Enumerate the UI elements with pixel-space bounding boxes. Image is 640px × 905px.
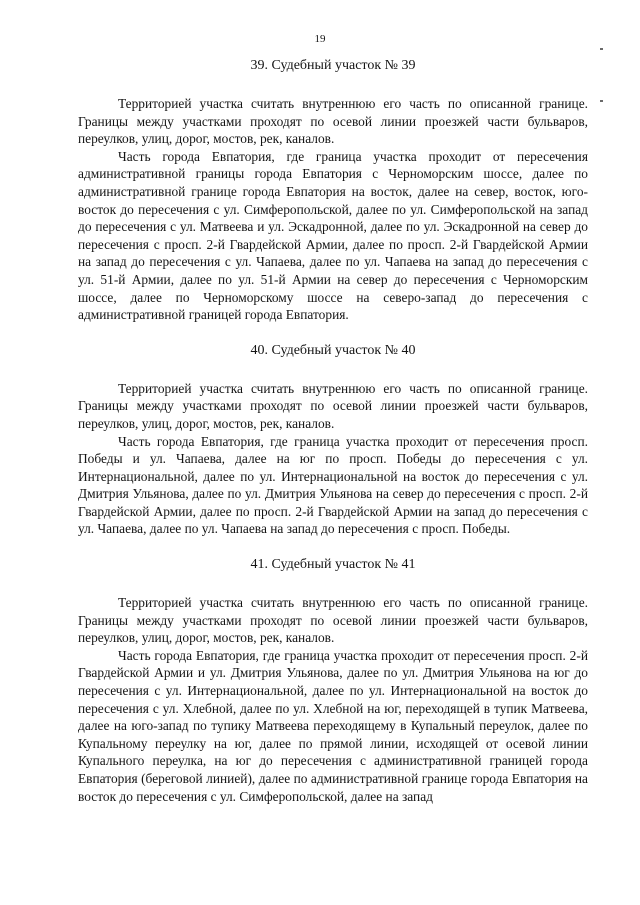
scan-mark	[600, 48, 603, 50]
section-39	[78, 57, 588, 324]
paragraph: Территорией участка считать внутреннюю его часть по описанной границе. Границы между участками проходят по осевой линии проезжей части бульваров, переулков, улиц, дорог, мостов, рек, каналов.	[78, 380, 588, 431]
scan-mark	[600, 100, 603, 102]
section-41	[78, 556, 588, 805]
paragraph: Часть города Евпатория, где граница участка проходит от пересечения просп. Победы и ул. Чапаева, далее на юг по просп. Победы до пересечения с ул. Интернациональной, далее по ул. Интернациональной на восток до пересечения с ул. Дмитрия Ульянова, далее по ул. Дмитрия Ульянова на север до пересечения с просп. 2-й Гвардейской Армии, далее по просп. 2-й Гвардейской Армии на запад до пересечения с ул. Чапаева, далее по ул. Чапаева на запад до пересечения с просп. Победы.	[78, 433, 588, 537]
section-heading: 40. Судебный участок № 40	[250, 342, 416, 358]
paragraph: Часть города Евпатория, где граница участка проходит от пересечения просп. 2-й Гвардейской Армии и ул. Дмитрия Ульянова, далее по ул. Дмитрия Ульянова на юг до пересечения с ул. Интернациональной, далее по ул. Интернациональной на восток до пересечения с ул. Хлебной, далее по ул. Хлебной на юг, переходящей в тупик Матвеева, далее на юго-запад по тупику Матвеева переходящему в Купальный переулок, далее по Купальному переулку на юг, далее по прямой линии, исходящей от осевой линии Купального переулка, на юг до пересечения с административной границей города Евпатория (береговой линией), далее по административной границе города Евпатория на восток до пересечения с ул. Симферопольской, далее на запад	[78, 647, 588, 804]
page-number: 19	[314, 33, 326, 45]
section-heading: 41. Судебный участок № 41	[250, 557, 416, 573]
section-40	[78, 342, 588, 538]
paragraph: Территорией участка считать внутреннюю его часть по описанной границе. Границы между участками проходят по осевой линии проезжей части бульваров, переулков, улиц, дорог, мостов, рек, каналов.	[78, 96, 588, 147]
section-heading: 39. Судебный участок № 39	[250, 58, 416, 73]
paragraph: Часть города Евпатория, где граница участка проходит от пересечения административной границы города Евпатория с Черноморским шоссе, далее по административной границе города Евпатория на восток, далее на север, восток, юго-восток до пересечения с ул. Симферопольской, далее по ул. Симферопольской на запад до пересечения с ул. Матвеева и ул. Эскадронной, далее по ул. Эскадронной на север до пересечения с просп. 2-й Гвардейской Армии, далее по просп. 2-й Гвардейской Армии на запад до пересечения с ул. Чапаева, далее по ул. Чапаева на запад до пересечения с ул. 51-й Армии, далее по ул. 51-й Армии на север до пересечения с Черноморским шоссе, далее по Черноморскому шоссе на северо-запад до пересечения с административной границей города Евпатория.	[78, 148, 588, 323]
paragraph: Территорией участка считать внутреннюю его часть по описанной границе. Границы между участками проходят по осевой линии проезжей части бульваров, переулков, улиц, дорог, мостов, рек, каналов.	[78, 595, 588, 646]
document-body	[78, 57, 588, 805]
